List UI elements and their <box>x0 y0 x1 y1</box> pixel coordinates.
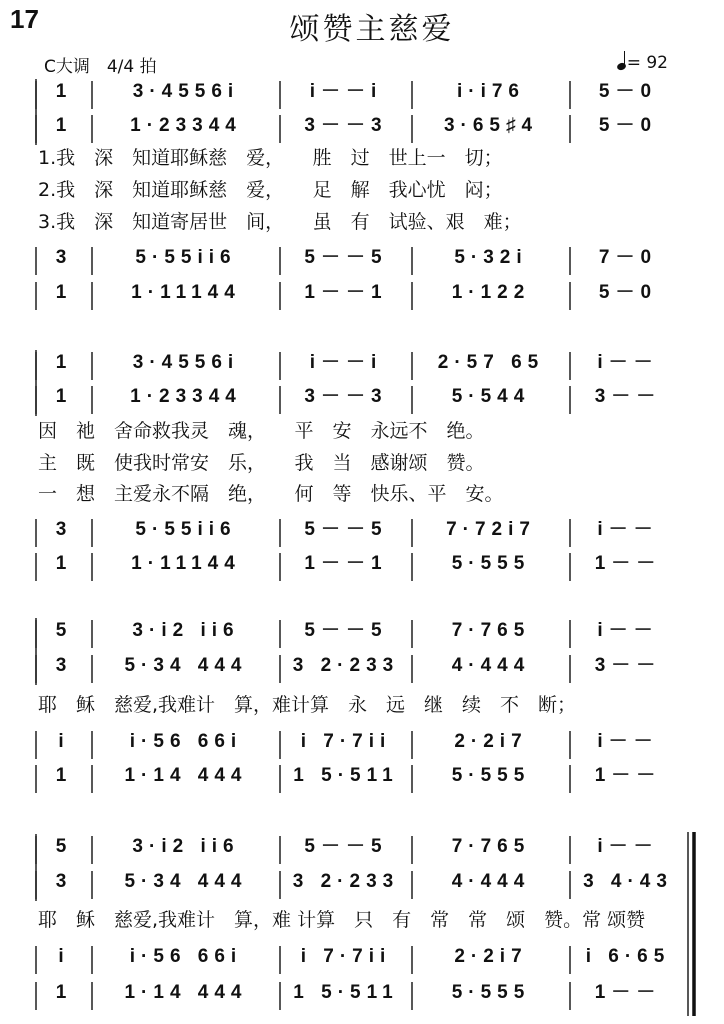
staves-measure: i－－i <box>309 352 383 373</box>
staves2-measure: i 7·7ii <box>300 946 392 967</box>
staves2-measure: 1 <box>55 765 73 786</box>
staves-measure: 3 2·233 <box>292 871 400 892</box>
staves-measure: 3·65♯4 <box>443 115 539 136</box>
staves-measure: 2·57 65 <box>437 352 545 373</box>
staves-measure: 3－－3 <box>304 115 388 136</box>
staves2-measure: 1 5·511 <box>293 982 399 1003</box>
staves2-measure: i－－ <box>597 731 659 752</box>
staves-measure: i－－ <box>597 620 659 641</box>
staves2-measure: 1 5·511 <box>293 765 399 786</box>
staves2-measure: 1－－ <box>594 982 662 1003</box>
staves2-measure: 1·14 444 <box>124 765 248 786</box>
staves-measure: 3 <box>55 655 73 676</box>
staves2-measure: 1－－ <box>594 553 662 574</box>
staves2-measure: 5·555 <box>451 553 531 574</box>
staves2-measure: 1－－ <box>594 765 662 786</box>
staves2-measure: 5－－5 <box>304 247 388 268</box>
staves-measure: 5·34 444 <box>124 871 248 892</box>
staves2-measure: i <box>58 946 70 967</box>
staves-measure: 7·765 <box>451 620 531 641</box>
lyric-line: 3.我 深 知道寄居世 间， 虽 有 试验、艰 难； <box>38 211 522 233</box>
staves-measure: 3·i2 ii6 <box>132 836 240 857</box>
staves-measure: 1·23344 <box>130 386 242 407</box>
staves-measure: 7·765 <box>451 836 531 857</box>
staves-measure: i－－i <box>309 81 383 102</box>
staves2-measure: 1－－1 <box>304 282 388 303</box>
staves-measure: 5－0 <box>598 115 658 136</box>
staves2-measure: 1·11144 <box>131 282 241 303</box>
key-meter: C大调 4/4 拍 <box>44 57 157 77</box>
lyric-line: 因 祂 舍命救我灵 魂， 平 安 永远不 绝。 <box>38 420 485 442</box>
staves2-measure: 5·555 <box>451 765 531 786</box>
lyric-line: 一 想 主爱永不隔 绝， 何 等 快乐、平 安。 <box>38 483 504 505</box>
staves-measure: 3 2·233 <box>292 655 400 676</box>
tempo-value: = 92 <box>626 53 668 73</box>
staves-measure: 3·4556i <box>132 81 240 102</box>
staves2-measure: 1·122 <box>451 282 531 303</box>
staves2-measure: 5·32i <box>454 247 528 268</box>
lyric-line: 2.我 深 知道耶稣慈 爱， 足 解 我心忧 闷； <box>38 179 503 201</box>
staves-measure: 5－－5 <box>304 620 388 641</box>
staves-measure: 3 <box>55 871 73 892</box>
staves-measure: i·i76 <box>456 81 526 102</box>
staves2-measure: 1－－1 <box>304 553 388 574</box>
lyric-line: 耶 稣 慈爱,我难计 算，难计算 永 远 继 续 不 断； <box>38 694 577 716</box>
staves-measure: 3·4556i <box>132 352 240 373</box>
staves-measure: 1 <box>55 352 73 373</box>
lyric-line: 1.我 深 知道耶稣慈 爱， 胜 过 世上一 切； <box>38 147 503 169</box>
staves-measure: 5·34 444 <box>124 655 248 676</box>
staves-measure: i－－ <box>597 352 659 373</box>
hymn-number: 17 <box>10 4 39 34</box>
staves-measure: 5 <box>55 620 73 641</box>
staves-measure: 3·i2 ii6 <box>132 620 240 641</box>
staves2-measure: 5·555 <box>451 982 531 1003</box>
staves2-measure: 3 <box>55 519 73 540</box>
staves2-measure: 1·14 444 <box>124 982 248 1003</box>
staves2-measure: 1 <box>55 982 73 1003</box>
staves2-measure: i 7·7ii <box>300 731 392 752</box>
staves2-measure: 7·72i7 <box>446 519 536 540</box>
staves2-measure: i 6·65 <box>585 946 671 967</box>
staves-measure: i－－ <box>597 836 659 857</box>
staves2-measure: 5－－5 <box>304 519 388 540</box>
staves2-measure: 1 <box>55 282 73 303</box>
staves-measure: 3 4·43 <box>583 871 673 892</box>
staves2-measure: i <box>58 731 70 752</box>
staves2-measure: 5·55ii6 <box>135 519 237 540</box>
staves2-measure: i·56 66i <box>129 731 243 752</box>
staves2-measure: 7－0 <box>598 247 658 268</box>
staves2-measure: i·56 66i <box>129 946 243 967</box>
staves-measure: 4·444 <box>451 871 531 892</box>
staves2-measure: 2·2i7 <box>454 946 528 967</box>
staves-measure: 5－0 <box>598 81 658 102</box>
staves-measure: 5－－5 <box>304 836 388 857</box>
page-title: 颂赞主慈爱 <box>289 12 455 47</box>
staves2-measure: 5·55ii6 <box>135 247 237 268</box>
staves-measure: 1 <box>55 81 73 102</box>
staves-measure: 3－－ <box>594 655 662 676</box>
staves2-measure: 3 <box>55 247 73 268</box>
staves2-measure: 1 <box>55 553 73 574</box>
staves-measure: 5·544 <box>451 386 531 407</box>
lyric-line: 耶 稣 慈爱,我难计 算，难 计算 只 有 常 常 颂 赞。常 颂赞 <box>38 909 646 931</box>
staves-measure: 1 <box>55 115 73 136</box>
staves-measure: 1·23344 <box>130 115 242 136</box>
staves2-measure: 5－0 <box>598 282 658 303</box>
staves-measure: 3－－ <box>594 386 662 407</box>
staves-measure: 1 <box>55 386 73 407</box>
staves2-measure: 1·11144 <box>131 553 241 574</box>
staves2-measure: 2·2i7 <box>454 731 528 752</box>
lyric-line: 主 既 使我时常安 乐， 我 当 感谢颂 赞。 <box>38 452 485 474</box>
staves-measure: 3－－3 <box>304 386 388 407</box>
staves-measure: 5 <box>55 836 73 857</box>
staves2-measure: i－－ <box>597 519 659 540</box>
staves-measure: 4·444 <box>451 655 531 676</box>
